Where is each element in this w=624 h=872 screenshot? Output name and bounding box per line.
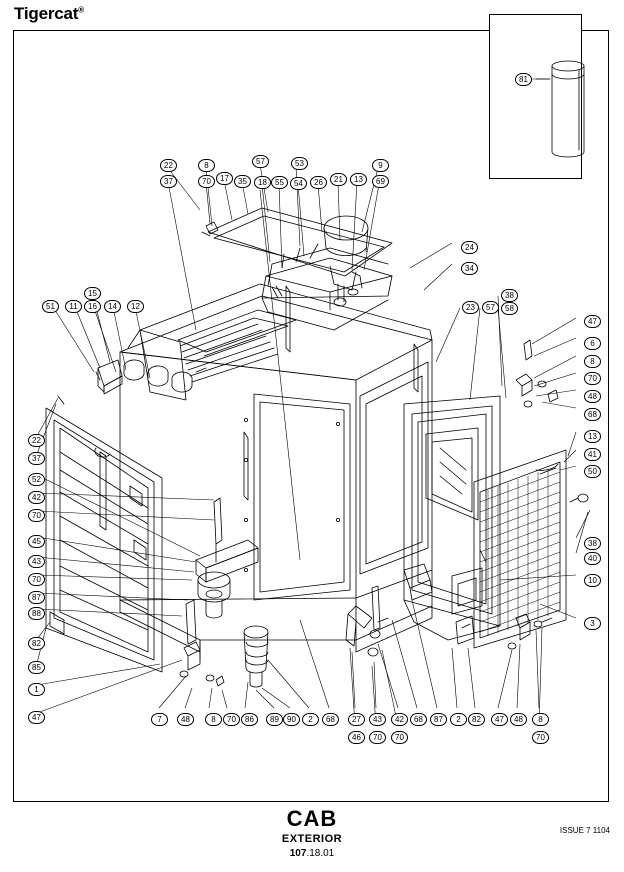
callout-balloon[interactable]: 69 bbox=[372, 175, 389, 188]
callout-balloon[interactable]: 22 bbox=[28, 434, 45, 447]
callout-balloon[interactable]: 9 bbox=[372, 159, 389, 172]
callout-balloon[interactable]: 13 bbox=[350, 173, 367, 186]
callout-balloon[interactable]: 43 bbox=[369, 713, 386, 726]
callout-balloon[interactable]: 1 bbox=[28, 683, 45, 696]
callout-balloon[interactable]: 87 bbox=[430, 713, 447, 726]
callout-balloon[interactable]: 70 bbox=[532, 731, 549, 744]
callout-balloon[interactable]: 24 bbox=[461, 241, 478, 254]
callout-balloon[interactable]: 8 bbox=[205, 713, 222, 726]
callout-balloon[interactable]: 90 bbox=[283, 713, 300, 726]
page-subtitle: EXTERIOR bbox=[281, 833, 343, 845]
callout-balloon[interactable]: 13 bbox=[584, 430, 601, 443]
callout-balloon[interactable]: 17 bbox=[216, 172, 233, 185]
brand-name: Tigercat bbox=[14, 4, 79, 23]
callout-balloon[interactable]: 26 bbox=[310, 176, 327, 189]
callout-balloon[interactable]: 27 bbox=[348, 713, 365, 726]
page-footer bbox=[0, 806, 624, 859]
callout-balloon[interactable]: 2 bbox=[450, 713, 467, 726]
callout-balloon[interactable]: 2 bbox=[302, 713, 319, 726]
callout-balloon[interactable]: 14 bbox=[104, 300, 121, 313]
callout-balloon[interactable]: 21 bbox=[330, 173, 347, 186]
callout-balloon[interactable]: 7 bbox=[151, 713, 168, 726]
registered-mark: ® bbox=[78, 5, 84, 15]
callout-balloon[interactable]: 23 bbox=[462, 301, 479, 314]
callout-balloon[interactable]: 68 bbox=[322, 713, 339, 726]
callout-balloon[interactable]: 40 bbox=[584, 552, 601, 565]
callout-balloon[interactable]: 8 bbox=[198, 159, 215, 172]
callout-balloon[interactable]: 54 bbox=[290, 177, 307, 190]
callout-balloon[interactable]: 86 bbox=[241, 713, 258, 726]
callout-balloon[interactable]: 47 bbox=[28, 711, 45, 724]
page-code-main: 107 bbox=[289, 848, 307, 859]
page-code-rest: .18.01 bbox=[306, 848, 335, 859]
brand-logo bbox=[14, 4, 84, 24]
callout-balloon[interactable]: 85 bbox=[28, 661, 45, 674]
callout-balloon[interactable]: 37 bbox=[28, 452, 45, 465]
callout-balloon[interactable]: 82 bbox=[468, 713, 485, 726]
callout-balloon[interactable]: 3 bbox=[584, 617, 601, 630]
callout-balloon[interactable]: 51 bbox=[42, 300, 59, 313]
callout-balloon[interactable]: 45 bbox=[28, 535, 45, 548]
callout-balloon[interactable]: 88 bbox=[28, 607, 45, 620]
callout-balloon[interactable]: 15 bbox=[84, 287, 101, 300]
callout-balloon[interactable]: 70 bbox=[369, 731, 386, 744]
inset-detail-box bbox=[489, 14, 582, 179]
callout-balloon[interactable]: 82 bbox=[28, 637, 45, 650]
callout-balloon[interactable]: 58 bbox=[501, 302, 518, 315]
callout-balloon[interactable]: 34 bbox=[461, 262, 478, 275]
callout-balloon[interactable]: 47 bbox=[584, 315, 601, 328]
callout-balloon[interactable]: 12 bbox=[127, 300, 144, 313]
callout-balloon[interactable]: 38 bbox=[501, 289, 518, 302]
callout-balloon[interactable]: 8 bbox=[584, 355, 601, 368]
callout-balloon[interactable]: 48 bbox=[177, 713, 194, 726]
callout-balloon[interactable]: 57 bbox=[482, 301, 499, 314]
callout-balloon[interactable]: 68 bbox=[410, 713, 427, 726]
callout-balloon[interactable]: 89 bbox=[266, 713, 283, 726]
callout-balloon[interactable]: 52 bbox=[28, 473, 45, 486]
callout-balloon[interactable]: 81 bbox=[515, 73, 532, 86]
callout-balloon[interactable]: 37 bbox=[160, 175, 177, 188]
callout-balloon[interactable]: 38 bbox=[584, 537, 601, 550]
callout-balloon[interactable]: 35 bbox=[234, 175, 251, 188]
callout-balloon[interactable]: 70 bbox=[584, 372, 601, 385]
callout-balloon[interactable]: 43 bbox=[28, 555, 45, 568]
callout-balloon[interactable]: 70 bbox=[223, 713, 240, 726]
callout-balloon[interactable]: 42 bbox=[391, 713, 408, 726]
callout-balloon[interactable]: 10 bbox=[584, 574, 601, 587]
issue-label: ISSUE 7 1104 bbox=[559, 826, 610, 835]
callout-balloon[interactable]: 11 bbox=[65, 300, 82, 313]
callout-balloon[interactable]: 46 bbox=[348, 731, 365, 744]
callout-balloon[interactable]: 18 bbox=[254, 176, 271, 189]
callout-balloon[interactable]: 55 bbox=[271, 176, 288, 189]
callout-balloon[interactable]: 68 bbox=[584, 408, 601, 421]
callout-balloon[interactable]: 8 bbox=[532, 713, 549, 726]
callout-balloon[interactable]: 53 bbox=[291, 157, 308, 170]
callout-balloon[interactable]: 87 bbox=[28, 591, 45, 604]
callout-balloon[interactable]: 48 bbox=[510, 713, 527, 726]
callout-balloon[interactable]: 57 bbox=[252, 155, 269, 168]
callout-balloon[interactable]: 50 bbox=[584, 465, 601, 478]
callout-balloon[interactable]: 70 bbox=[198, 175, 215, 188]
callout-balloon[interactable]: 42 bbox=[28, 491, 45, 504]
page-code bbox=[0, 848, 624, 859]
callout-balloon[interactable]: 41 bbox=[584, 448, 601, 461]
callout-balloon[interactable]: 47 bbox=[491, 713, 508, 726]
callout-balloon[interactable]: 70 bbox=[28, 509, 45, 522]
page-title: CAB bbox=[286, 806, 338, 831]
callout-balloon[interactable]: 48 bbox=[584, 390, 601, 403]
callout-balloon[interactable]: 6 bbox=[584, 337, 601, 350]
callout-balloon[interactable]: 70 bbox=[28, 573, 45, 586]
callout-balloon[interactable]: 22 bbox=[160, 159, 177, 172]
callout-balloon[interactable]: 16 bbox=[84, 300, 101, 313]
callout-balloon[interactable]: 70 bbox=[391, 731, 408, 744]
